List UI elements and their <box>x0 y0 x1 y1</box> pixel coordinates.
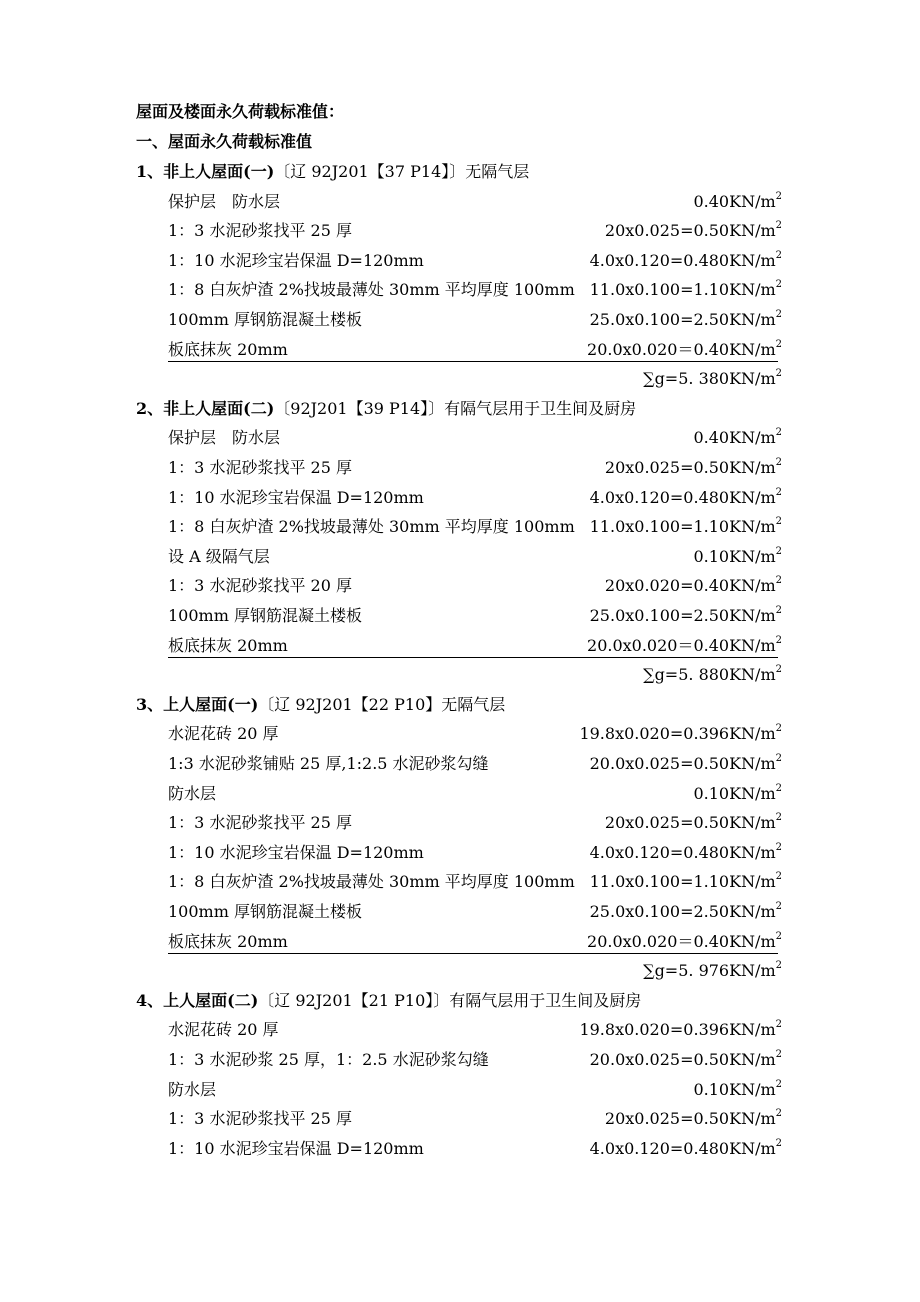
load-item-label: 100mm 厚钢筋混凝土楼板 <box>168 310 362 329</box>
load-item-label: 1：8 白灰炉渣 2%找坡最薄处 30mm 平均厚度 100mm <box>168 517 575 537</box>
subsection-title-bold: 3、上人屋面(一) <box>136 694 259 714</box>
subsection-title <box>136 695 505 715</box>
load-item-label: 设 A 级隔气层 <box>168 546 270 566</box>
load-item-value: $20x0.020=0.40KN/m^2$ <box>604 575 782 596</box>
load-item-label: 1：8 白灰炉渣 2%找坡最薄处 30mm 平均厚度 100mm <box>168 872 575 892</box>
load-item-value: $20.0x0.025=0.50KN/m^2$ <box>589 753 782 773</box>
load-item-label: 1：3 水泥砂浆找平 25 厚 <box>168 1109 352 1129</box>
load-item-value: $0.10KN/m^2$ <box>693 782 782 803</box>
load-item-value: $20x0.025=0.50KN/m^2$ <box>604 457 782 477</box>
subsection-title-bold: 4、上人屋面(二) <box>136 990 259 1010</box>
load-item-label: 板底抹灰 20mm <box>168 931 288 951</box>
load-item-value: $4.0x0.120=0.480KN/m^2$ <box>589 486 782 507</box>
load-item-label: 防水层 <box>168 783 217 803</box>
load-item-value: $0.10KN/m^2$ <box>693 1078 782 1099</box>
load-item-value: $19.8x0.020=0.396KN/m^2$ <box>579 723 782 744</box>
load-item-value: $20.0x0.020=0.40KN/m^2$ <box>587 930 782 951</box>
section-total: ∑g=5. $380KN/m^2$ <box>643 368 782 389</box>
load-item-label: 1：3 水泥砂浆 25 厚，1：2.5 水泥砂浆勾缝 <box>168 1050 489 1069</box>
load-item-label: 防水层 <box>168 1079 217 1099</box>
load-item-label: 保护层 防水层 <box>168 191 281 211</box>
load-item-value: $25.0x0.100=2.50KN/m^2$ <box>589 309 782 329</box>
load-item-label: 100mm 厚钢筋混凝土楼板 <box>168 606 362 625</box>
load-item-value: $20.0x0.025=0.50KN/m^2$ <box>589 1049 782 1069</box>
load-item-value: $11.0x0.100=1.10KN/m^2$ <box>589 279 782 300</box>
load-item-value: $20x0.025=0.50KN/m^2$ <box>604 220 782 241</box>
subsection-title-ref: 〔辽 92J201【37 P14】〕无隔气层 <box>274 162 530 181</box>
sum-underline <box>168 341 778 362</box>
load-item-label: 1：10 水泥珍宝岩保温 D=120mm <box>168 842 424 862</box>
load-item-value: $0.40KN/m^2$ <box>693 190 782 211</box>
load-item-value: $0.40KN/m^2$ <box>693 427 782 448</box>
section-total: ∑g=5. $880KN/m^2$ <box>643 664 782 685</box>
subsection-title-ref: 〔92J201【39 P14】〕有隔气层用于卫生间及厨房 <box>274 398 637 418</box>
load-item-label: 1:3 水泥砂浆铺贴 25 厚,1:2.5 水泥砂浆勾缝 <box>168 754 489 773</box>
page-heading: 屋面及楼面永久荷载标准值： <box>136 102 345 121</box>
load-item-label: 板底抹灰 20mm <box>168 635 288 655</box>
load-item-value: $4.0x0.120=0.480KN/m^2$ <box>589 249 782 270</box>
subsection-title-bold: 2、非上人屋面(二) <box>136 398 275 418</box>
load-item-value: $25.0x0.100=2.50KN/m^2$ <box>589 605 782 625</box>
load-item-value: $4.0x0.120=0.480KN/m^2$ <box>589 841 782 862</box>
load-item-label: 板底抹灰 20mm <box>168 339 288 359</box>
load-item-value: $0.10KN/m^2$ <box>693 545 782 566</box>
subsection-title-ref: 〔辽 92J201【22 P10】无隔气层 <box>258 694 506 714</box>
subsection-title-ref: 〔辽 92J201【21 P10】〕有隔气层用于卫生间及厨房 <box>258 990 642 1010</box>
subsection-title <box>136 162 529 182</box>
load-item-value: $20x0.025=0.50KN/m^2$ <box>604 812 782 833</box>
section-total: ∑g=5. $976KN/m^2$ <box>643 960 782 981</box>
subsection-title-bold: 1、非上人屋面(一) <box>136 162 275 181</box>
load-item-value: $19.8x0.020=0.396KN/m^2$ <box>579 1019 782 1040</box>
sum-underline <box>168 933 778 954</box>
load-item-label: 1：3 水泥砂浆找平 25 厚 <box>168 458 352 477</box>
load-item-label: 1：10 水泥珍宝岩保温 D=120mm <box>168 1138 424 1158</box>
load-item-value: $4.0x0.120=0.480KN/m^2$ <box>589 1137 782 1158</box>
load-item-label: 水泥花砖 20 厚 <box>168 724 279 744</box>
section-heading: 一、屋面永久荷载标准值 <box>136 132 313 151</box>
load-item-label: 保护层 防水层 <box>168 428 281 448</box>
load-item-label: 1：10 水泥珍宝岩保温 D=120mm <box>168 250 424 270</box>
load-item-value: $11.0x0.100=1.10KN/m^2$ <box>589 871 782 892</box>
load-item-label: 1：3 水泥砂浆找平 20 厚 <box>168 576 352 596</box>
load-item-label: 水泥花砖 20 厚 <box>168 1020 279 1040</box>
subsection-title <box>136 991 641 1011</box>
load-item-value: $20x0.025=0.50KN/m^2$ <box>604 1108 782 1129</box>
subsection-title <box>136 399 636 419</box>
sum-underline <box>168 637 778 658</box>
load-item-value: $25.0x0.100=2.50KN/m^2$ <box>589 901 782 921</box>
load-item-label: 100mm 厚钢筋混凝土楼板 <box>168 902 362 921</box>
load-item-label: 1：3 水泥砂浆找平 25 厚 <box>168 813 352 833</box>
load-item-label: 1：10 水泥珍宝岩保温 D=120mm <box>168 487 424 507</box>
load-item-value: $20.0x0.020=0.40KN/m^2$ <box>587 634 782 655</box>
load-item-label: 1：3 水泥砂浆找平 25 厚 <box>168 221 352 241</box>
load-item-value: $11.0x0.100=1.10KN/m^2$ <box>589 516 782 537</box>
load-item-value: $20.0x0.020=0.40KN/m^2$ <box>587 338 782 359</box>
load-item-label: 1：8 白灰炉渣 2%找坡最薄处 30mm 平均厚度 100mm <box>168 280 575 300</box>
